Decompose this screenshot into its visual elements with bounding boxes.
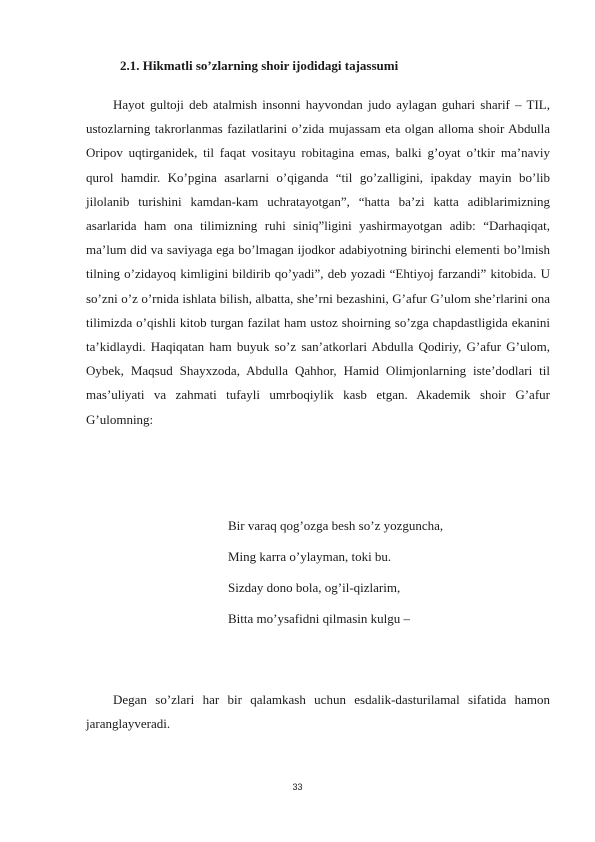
body-paragraph: Hayot gultoji deb atalmish insonni hayvondan judo aylagan guhari sharif – TIL, ustozlarning takrorlanmas fazilatlarini o’zida mujassam eta olgan alloma shoir Abdulla Oripov uqtirganidek, til faqat vositayu robitagina emas, balki g’oyat o’tkir ma’naviy qurol hamdir. Ko’pgina asarlarni o’qiganda “til go’zalligini, ipakday mayin bo’lib jilolanib turishini kamdan-kam uchratayotgan”, “hatta ba’zi katta adiblarimizning asarlarida ham ona tilimizning ruhi siniq”ligini yashirmayotgan adib: “Darhaqiqat, ma’lum did va saviyaga ega bo’lmagan ijodkor adabiyotning birinchi elementi bo’lmish tilning o’zidayoq kimligini bildirib qo’yadi”, deb yozadi “Ehtiyoj farzandi” kitobida. U so’zni o’z o’rnida ishlata bilish, albatta, she’rni bezashini, G’afur G’ulom she’rlarini ona tilimizda o’qishli kitob turgan fazilat ham ustoz shoirning so’zga chapdastligida ekanini ta’kidlaydi. Haqiqatan ham buyuk so’z san’atkorlari Abdulla Qodiriy, G’afur G’ulom, Oybek, Maqsud Shayxzoda, Abdulla Qahhor, Hamid Olimjonlarning iste’dodlari til mas’uliyati va zahmati tufayli umrboqiylik kasb etgan. Akademik shoir G’afur G’ulomning: — [86, 97, 550, 427]
section-heading: 2.1. Hikmatli so’zlarning shoir ijodidagi tajassumi — [120, 58, 399, 73]
closing-paragraph: Degan so’zlari har bir qalamkash uchun esdalik-dasturilamal sifatida hamon jaranglayveradi. — [86, 692, 550, 732]
page-number: 33 — [292, 782, 303, 792]
poem-line: Bitta mo’ysafidni qilmasin kulgu – — [228, 611, 410, 626]
poem-line: Sizday dono bola, og’il-qizlarim, — [228, 580, 401, 595]
poem-line: Ming karra o’ylayman, toki bu. — [228, 549, 392, 564]
poem-block — [228, 510, 443, 634]
poem-line: Bir varaq qog’ozga besh so’z yozguncha, — [228, 518, 444, 533]
